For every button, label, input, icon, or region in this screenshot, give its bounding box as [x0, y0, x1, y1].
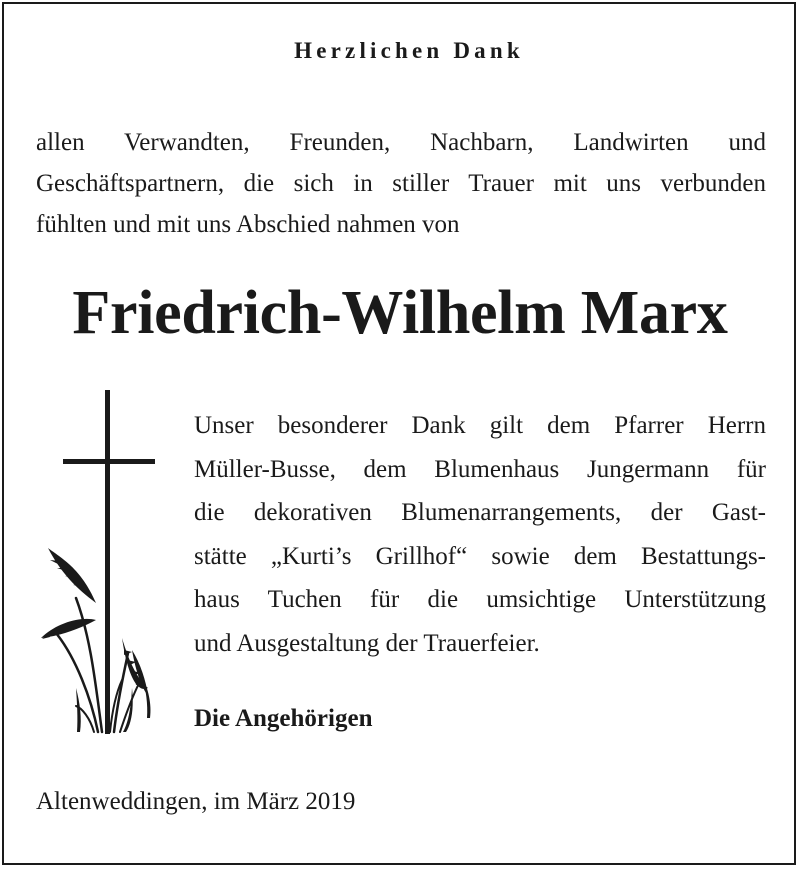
intro-line: Geschäftspartnern, die sich in stiller Trauer mit uns verbunden [36, 170, 766, 197]
thanks-line: Unser besonderer Dank gilt dem Pfarrer Herrn [194, 412, 766, 439]
place-and-date: Altenweddingen, im März 2019 [36, 788, 356, 815]
thanks-paragraph [194, 404, 766, 665]
signoff: Die Angehörigen [194, 705, 373, 732]
cross-with-wheat-icon [36, 388, 166, 738]
notice-heading: Herzlichen Dank [294, 38, 524, 63]
thanks-line: stätte „Kurti’s Grillhof“ sowie dem Bestattungs- [194, 542, 766, 570]
thanks-line: und Ausgestaltung der Trauerfeier. [194, 629, 540, 657]
thanks-line: haus Tuchen für die umsichtige Unterstützung [194, 586, 766, 613]
intro-line: fühlten und mit uns Abschied nahmen von [36, 211, 460, 238]
intro-paragraph [36, 122, 766, 245]
deceased-name: Friedrich-Wilhelm Marx [72, 279, 728, 347]
intro-line: allen Verwandten, Freunden, Nachbarn, Landwirten und [36, 129, 766, 156]
thanks-line: die dekorativen Blumenarrangements, der Gast- [194, 499, 766, 526]
thanks-line: Müller-Busse, dem Blumenhaus Jungermann für [194, 455, 766, 483]
